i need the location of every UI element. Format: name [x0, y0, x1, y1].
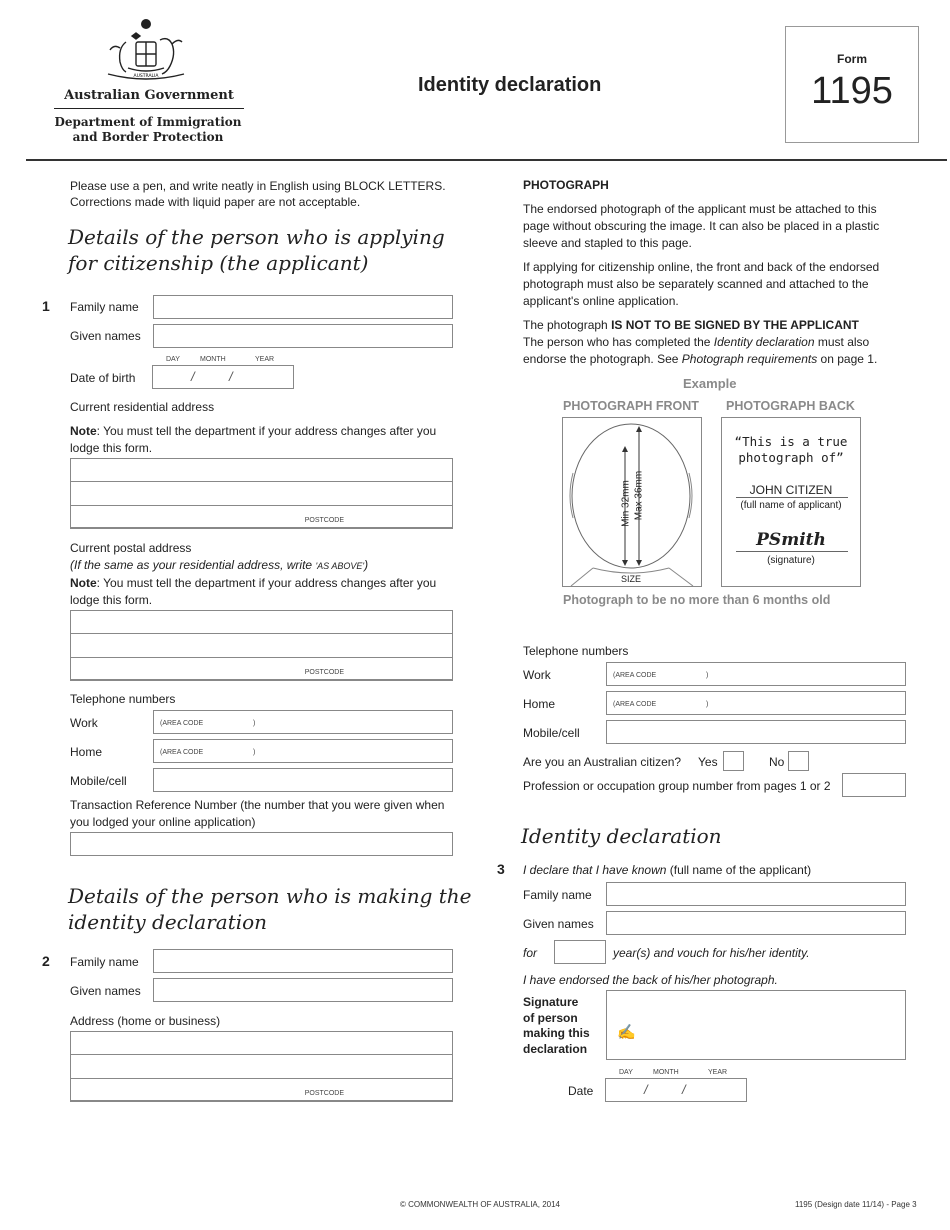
postal-address-label: Current postal address — [70, 541, 192, 555]
postal-postcode-label: POSTCODE — [304, 669, 344, 676]
right-home-area-code: (AREA CODE — [613, 701, 657, 708]
profession-field[interactable] — [842, 773, 906, 797]
photo-p2-l1: If applying for citizenship online, the front and back of the endorsed — [523, 260, 880, 274]
applicant-given-names-label: Given names — [523, 917, 594, 931]
section2-heading-1: Details of the person who is making the — [68, 884, 472, 908]
postal-hint-end: ) — [364, 558, 369, 572]
photo-p4-a: The person who has completed the — [523, 335, 714, 349]
trn-field[interactable] — [70, 832, 453, 856]
no-checkbox[interactable] — [788, 751, 809, 771]
declare-text — [523, 863, 811, 877]
right-work-area-close: ) — [706, 672, 709, 679]
applicant-family-name-label: Family name — [523, 888, 592, 902]
postal-hint-text: (If the same as your residential address, write — [70, 558, 316, 572]
intro-line-2: Corrections made with liquid paper are not acceptable. — [70, 195, 361, 209]
photo-back-example — [721, 417, 861, 587]
date-label: Date — [568, 1084, 594, 1098]
photo-p4-b: Identity declaration — [713, 335, 815, 349]
photo-p1-l1: The endorsed photograph of the applicant must be attached to this — [523, 202, 877, 216]
telephone-label: Telephone numbers — [70, 692, 176, 706]
postal-note-bold: Note — [70, 576, 97, 590]
photo-p5-c: on page 1. — [817, 352, 878, 366]
photo-p1-l3: sleeve and stapled to this page. — [523, 236, 692, 250]
residential-postcode-label: POSTCODE — [304, 517, 344, 524]
department-line-2: and Border Protection — [72, 130, 224, 144]
right-work-label: Work — [523, 668, 551, 682]
right-telephone-label: Telephone numbers — [523, 644, 629, 658]
true-photo-line-1: “This is a true — [734, 434, 848, 449]
yes-label: Yes — [698, 755, 718, 769]
section-number-2: 2 — [42, 953, 50, 969]
right-work-area-code: (AREA CODE — [613, 672, 657, 679]
declarant-family-name-label: Family name — [70, 955, 139, 969]
photo-p5-a: endorse the photograph. See — [523, 352, 682, 366]
for-label: for — [523, 946, 538, 960]
signature-label-4: declaration — [523, 1041, 588, 1056]
section2-heading-2: identity declaration — [68, 910, 268, 934]
crest-text: AUSTRALIA — [133, 74, 159, 79]
right-home-label: Home — [523, 697, 556, 711]
work-area-close: ) — [253, 720, 256, 727]
date-year-label: YEAR — [708, 1069, 728, 1076]
residential-note-line-2: lodge this form. — [70, 441, 153, 455]
example-signature: PSmith — [756, 530, 826, 550]
postal-hint — [70, 558, 368, 573]
min-size-label: Min 32mm — [620, 480, 632, 527]
photo-front-label: PHOTOGRAPH FRONT — [563, 399, 699, 413]
residential-address-label: Current residential address — [70, 400, 215, 414]
declarant-family-name-field[interactable] — [153, 949, 453, 973]
dob-month-label: MONTH — [200, 356, 226, 363]
signature-label-2: of person — [523, 1010, 578, 1025]
section1-heading-2: for citizenship (the applicant) — [68, 251, 369, 275]
dob-label: Date of birth — [70, 371, 136, 385]
home-area-close: ) — [253, 749, 256, 756]
government-name: Australian Government — [64, 88, 234, 103]
footer-copyright: © COMMONWEALTH OF AUSTRALIA, 2014 — [400, 1200, 560, 1209]
given-names-label: Given names — [70, 329, 141, 343]
trn-label-1: Transaction Reference Number (the number that you were given when — [70, 798, 445, 812]
page-title: Identity declaration — [418, 74, 602, 96]
note-bold: Note — [70, 424, 97, 438]
true-photo-line-2: photograph of” — [738, 450, 844, 465]
right-work-field[interactable] — [606, 662, 906, 686]
work-phone-label: Work — [70, 716, 98, 730]
declarant-address-label: Address (home or business) — [70, 1014, 221, 1028]
photo-age-note: Photograph to be no more than 6 months old — [563, 593, 831, 607]
photo-p4-c: must also — [814, 335, 870, 349]
signature-rule — [736, 551, 848, 552]
endorsed-text: I have endorsed the back of his/her photograph. — [523, 973, 778, 987]
postal-note — [70, 576, 436, 590]
given-names-field[interactable] — [153, 324, 453, 348]
right-home-area-close: ) — [706, 701, 709, 708]
mobile-field[interactable] — [153, 768, 453, 792]
home-phone-field[interactable] — [153, 739, 453, 763]
declarant-postcode-label: POSTCODE — [304, 1090, 344, 1097]
date-field[interactable] — [605, 1078, 747, 1102]
example-label: Example — [683, 376, 737, 391]
photo-front-example — [562, 417, 702, 587]
full-name-caption: (full name of applicant) — [740, 500, 842, 511]
example-name-rule — [736, 497, 848, 498]
postal-note-line-2: lodge this form. — [70, 593, 153, 607]
work-phone-field[interactable] — [153, 710, 453, 734]
photo-p3-b: IS NOT TO BE SIGNED BY THE APPLICANT — [611, 318, 859, 332]
declare-italic: I declare that I have known — [523, 863, 667, 877]
photo-p5-b: Photograph requirements — [681, 352, 818, 366]
dob-field[interactable] — [152, 365, 294, 389]
top-rule — [26, 159, 947, 161]
size-label: SIZE — [621, 574, 642, 584]
yes-checkbox[interactable] — [723, 751, 744, 771]
section-number-3: 3 — [497, 861, 505, 877]
date-slash-2: / — [682, 1082, 686, 1097]
intro-line-1: Please use a pen, and write neatly in English using BLOCK LETTERS. — [70, 179, 446, 193]
form-number: 1195 — [811, 70, 893, 112]
signature-label — [523, 995, 590, 1057]
profession-label: Profession or occupation group number from pages 1 or 2 — [523, 779, 831, 793]
trn-label-2: you lodged your online application) — [70, 815, 256, 829]
declare-rest: (full name of the applicant) — [666, 863, 812, 877]
signature-label-3: making this — [523, 1026, 590, 1040]
note-text: : You must tell the department if your address changes after you — [96, 424, 437, 438]
postal-address-field[interactable] — [70, 610, 453, 681]
photo-p5 — [523, 351, 877, 368]
declarant-given-names-label: Given names — [70, 984, 141, 998]
form-number-box — [785, 26, 919, 143]
declarant-address-field[interactable] — [70, 1031, 453, 1102]
citizen-question: Are you an Australian citizen? — [523, 755, 682, 769]
work-area-code: (AREA CODE — [160, 720, 204, 727]
photo-heading: PHOTOGRAPH — [523, 178, 609, 192]
header-divider — [54, 108, 244, 109]
max-size-label: Max 36mm — [633, 470, 645, 521]
photo-p4 — [523, 334, 869, 351]
right-home-field[interactable] — [606, 691, 906, 715]
home-phone-label: Home — [70, 745, 103, 759]
footer-page: 1195 (Design date 11/14) - Page 3 — [795, 1200, 917, 1209]
dob-day-label: DAY — [166, 356, 180, 363]
dob-year-label: YEAR — [255, 356, 275, 363]
right-mobile-field[interactable] — [606, 720, 906, 744]
photo-p3-a: The photograph — [523, 318, 612, 332]
signature-caption: (signature) — [767, 555, 815, 566]
department-line-1: Department of Immigration — [54, 115, 242, 129]
years-text: year(s) and vouch for his/her identity. — [613, 946, 810, 960]
date-month-label: MONTH — [653, 1069, 679, 1076]
photo-p3 — [523, 317, 859, 334]
photo-p1-l2: page without obscuring the image. It can also be placed in a plastic — [523, 219, 880, 233]
applicant-family-name-field[interactable] — [606, 882, 906, 906]
photo-back-label: PHOTOGRAPH BACK — [726, 399, 855, 413]
right-mobile-label: Mobile/cell — [523, 726, 580, 740]
signature-label-1: Signature — [523, 995, 579, 1009]
postal-note-text: : You must tell the department if your address changes after you — [96, 576, 437, 590]
example-name: JOHN CITIZEN — [749, 483, 833, 497]
form-label: Form — [837, 52, 867, 66]
mobile-label: Mobile/cell — [70, 774, 127, 788]
no-label: No — [769, 755, 785, 769]
section3-heading: Identity declaration — [521, 824, 722, 848]
pen-icon: ✍ — [617, 1024, 636, 1041]
family-name-label: Family name — [70, 300, 139, 314]
photo-p2-l3: applicant's online application. — [523, 294, 679, 308]
family-name-field[interactable] — [153, 295, 453, 319]
date-day-label: DAY — [619, 1069, 633, 1076]
dob-slash-1: / — [191, 369, 195, 384]
declarant-given-names-field[interactable] — [153, 978, 453, 1002]
date-slash-1: / — [644, 1082, 648, 1097]
section1-heading-1: Details of the person who is applying — [68, 225, 445, 249]
photo-p2-l2: photograph must also be separately scanned and attached to the — [523, 277, 869, 291]
applicant-given-names-field[interactable] — [606, 911, 906, 935]
section-number-1: 1 — [42, 298, 50, 314]
crest-logo — [98, 18, 194, 80]
signature-field[interactable] — [606, 990, 906, 1060]
residential-note — [70, 424, 436, 438]
dob-slash-2: / — [229, 369, 233, 384]
years-known-field[interactable] — [554, 940, 606, 964]
postal-hint-as-above: 'AS ABOVE' — [315, 561, 365, 571]
residential-address-field[interactable] — [70, 458, 453, 529]
home-area-code: (AREA CODE — [160, 749, 204, 756]
